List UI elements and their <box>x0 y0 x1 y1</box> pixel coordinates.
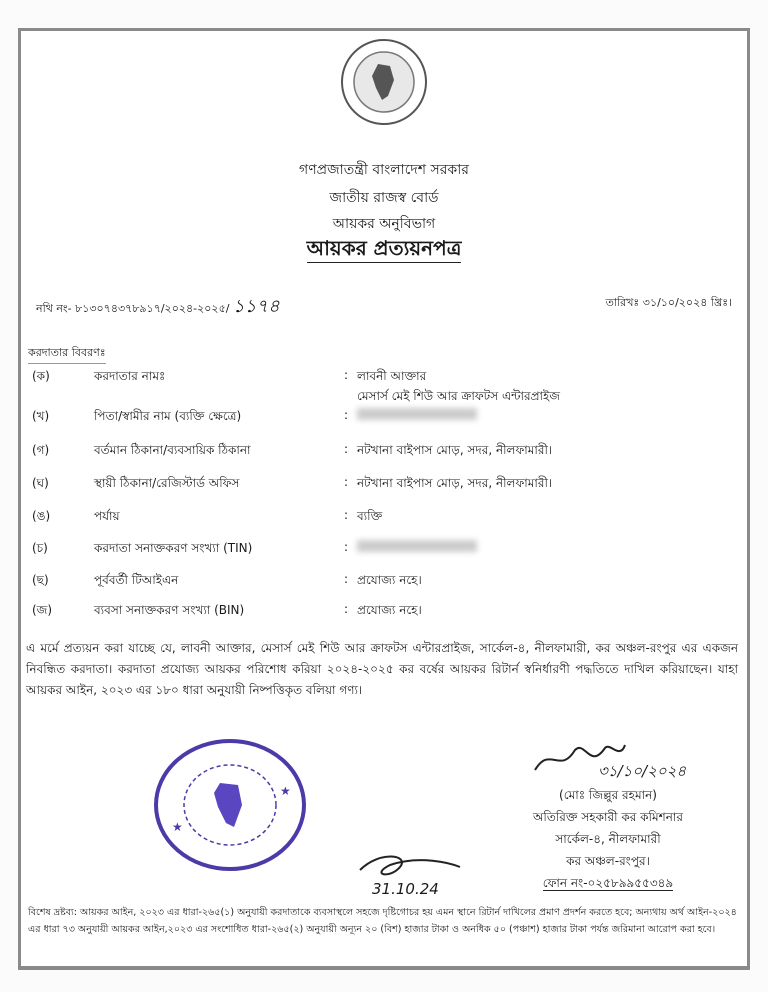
row-value: নটখানা বাইপাস মোড়, সদর, নীলফামারী। <box>357 476 553 490</box>
row-label: করদাতা সনাক্তকরণ সংখ্যা (TIN) <box>94 541 253 555</box>
row-colon: : <box>344 442 349 456</box>
row-value <box>357 540 477 555</box>
detail-row <box>32 442 712 460</box>
row-colon: : <box>344 508 349 522</box>
row-index: (চ) <box>32 541 48 555</box>
signatory-name: (মোঃ জিল্লুর রহমান) <box>559 788 657 802</box>
row-index: (ঙ) <box>32 509 51 523</box>
row-value: ব্যক্তি <box>357 509 383 523</box>
detail-row <box>32 572 712 590</box>
row-colon: : <box>344 572 349 586</box>
row-index: (গ) <box>32 443 50 457</box>
file-number: নথি নং- ৮১৩০৭৪৩৭৮৯১৭/২০২৪-২০২৫/ ১১৭৪ <box>36 296 280 317</box>
page-title: আয়কর প্রত্যয়নপত্র <box>0 234 768 267</box>
detail-row <box>32 508 712 526</box>
row-index: (ছ) <box>32 573 49 587</box>
row-value <box>357 408 477 423</box>
detail-row <box>32 368 712 403</box>
signatory-zone: কর অঞ্চল-রংপুর। <box>566 854 650 868</box>
signatory-designation: অতিরিক্ত সহকারী কর কমিশনার <box>533 810 683 824</box>
detail-row <box>32 540 712 558</box>
row-colon: : <box>344 540 349 554</box>
row-value: নটখানা বাইপাস মোড়, সদর, নীলফামারী। <box>357 443 553 457</box>
row-label: পর্যায় <box>94 509 120 523</box>
header-nbr: জাতীয় রাজস্ব বোর্ড <box>329 190 439 206</box>
row-value: লাবনী আক্তার মেসার্স মেই শিউ আর ক্রাফটস এন্টারপ্রাইজ <box>357 369 561 403</box>
row-colon: : <box>344 408 349 422</box>
footnote: বিশেষ দ্রষ্টব্য: আয়কর আইন, ২০২৩ এর ধারা-২৬৫(১) অনুযায়ী করদাতাকে ব্যবসাস্থলে সহজে দৃষ্টিগোচর হয় এমন স্থানে রিটার্ন দাখিলের প্রমাণ প্রদর্শন করতে হবে; অন্যথায় অর্থ আইন-২০২৪ এর ধারা ৭৩ অনুযায়ী আয়কর আইন,২০২৩ এর সংশোধিত ধারা-২৬৫(২) অনুযায়ী অন্যূন ২০ (বিশ) হাজার টাকা ও অনধিক ৫০ (পঞ্চাশ) হাজার টাকা পর্যন্ত জরিমানা আরোপ করা হবে। <box>28 907 737 935</box>
issue-date: তারিখঃ ৩১/১০/২০২৪ খ্রিঃ। <box>605 296 732 309</box>
header-government: গণপ্রজাতন্ত্রী বাংলাদেশ সরকার <box>299 162 469 178</box>
row-value: প্রযোজ্য নহে। <box>357 573 422 587</box>
row-label: স্থায়ী ঠিকানা/রেজিস্টার্ড অফিস <box>94 476 240 490</box>
redacted-value <box>357 408 477 420</box>
row-colon: : <box>344 368 349 382</box>
row-label: বর্তমান ঠিকানা/ব্যবসায়িক ঠিকানা <box>94 443 251 457</box>
file-number-handwritten: ১১৭৪ <box>232 296 280 317</box>
signatory-circle: সার্কেল-৪, নীলফামারী <box>555 832 661 846</box>
certification-text: এ মর্মে প্রত্যয়ন করা যাচ্ছে যে, লাবনী আক্তার, মেসার্স মেই শিউ আর ক্রাফটস এন্টারপ্রাইজ, সার্কেল-৪, নীলফামারী, কর অঞ্চল-রংপুর এর একজন নিবন্ধিত করদাতা। করদাতা প্রযোজ্য আয়কর পরিশোধ করিয়া ২০২৪-২০২৫ কর বর্ষের আয়কর রিটার্ন স্বনির্ধারণী পদ্ধতিতে দাখিল করিয়াছেন। যাহা আয়কর আইন, ২০২৩ এর ১৮০ ধারা অনুযায়ী নিষ্পত্তিকৃত বলিয়া গণ্য। <box>26 641 738 697</box>
row-index: (খ) <box>32 409 50 423</box>
svg-text:★: ★ <box>280 784 291 798</box>
detail-row <box>32 602 712 620</box>
signatory-block <box>508 784 708 894</box>
row-index: (জ) <box>32 603 53 617</box>
signatory-phone: ফোন নং-০২৫৮৯৯৫৫৩৪৯ <box>542 876 674 890</box>
detail-row <box>32 475 712 493</box>
redacted-value <box>357 540 477 552</box>
clerk-signature-date: 31.10.24 <box>372 880 439 898</box>
row-index: (ঘ) <box>32 476 49 490</box>
svg-text:★: ★ <box>172 820 183 834</box>
row-index: (ক) <box>32 369 50 383</box>
office-seal-stamp <box>150 735 310 875</box>
row-label: পিতা/স্বামীর নাম (ব্যক্তি ক্ষেত্রে) <box>94 409 242 423</box>
row-label: ব্যবসা সনাক্তকরণ সংখ্যা (BIN) <box>94 603 245 617</box>
government-emblem <box>338 36 430 128</box>
row-colon: : <box>344 602 349 616</box>
officer-signature-date: ৩১/১০/২০২৪ <box>598 762 687 780</box>
row-value: প্রযোজ্য নহে। <box>357 603 422 617</box>
row-colon: : <box>344 475 349 489</box>
section-label: করদাতার বিবরণঃ <box>28 344 106 364</box>
detail-row <box>32 408 712 426</box>
row-label: পূর্ববর্তী টিআইএন <box>94 573 179 587</box>
header-division: আয়কর অনুবিভাগ <box>332 216 436 232</box>
row-label: করদাতার নামঃ <box>94 369 166 383</box>
